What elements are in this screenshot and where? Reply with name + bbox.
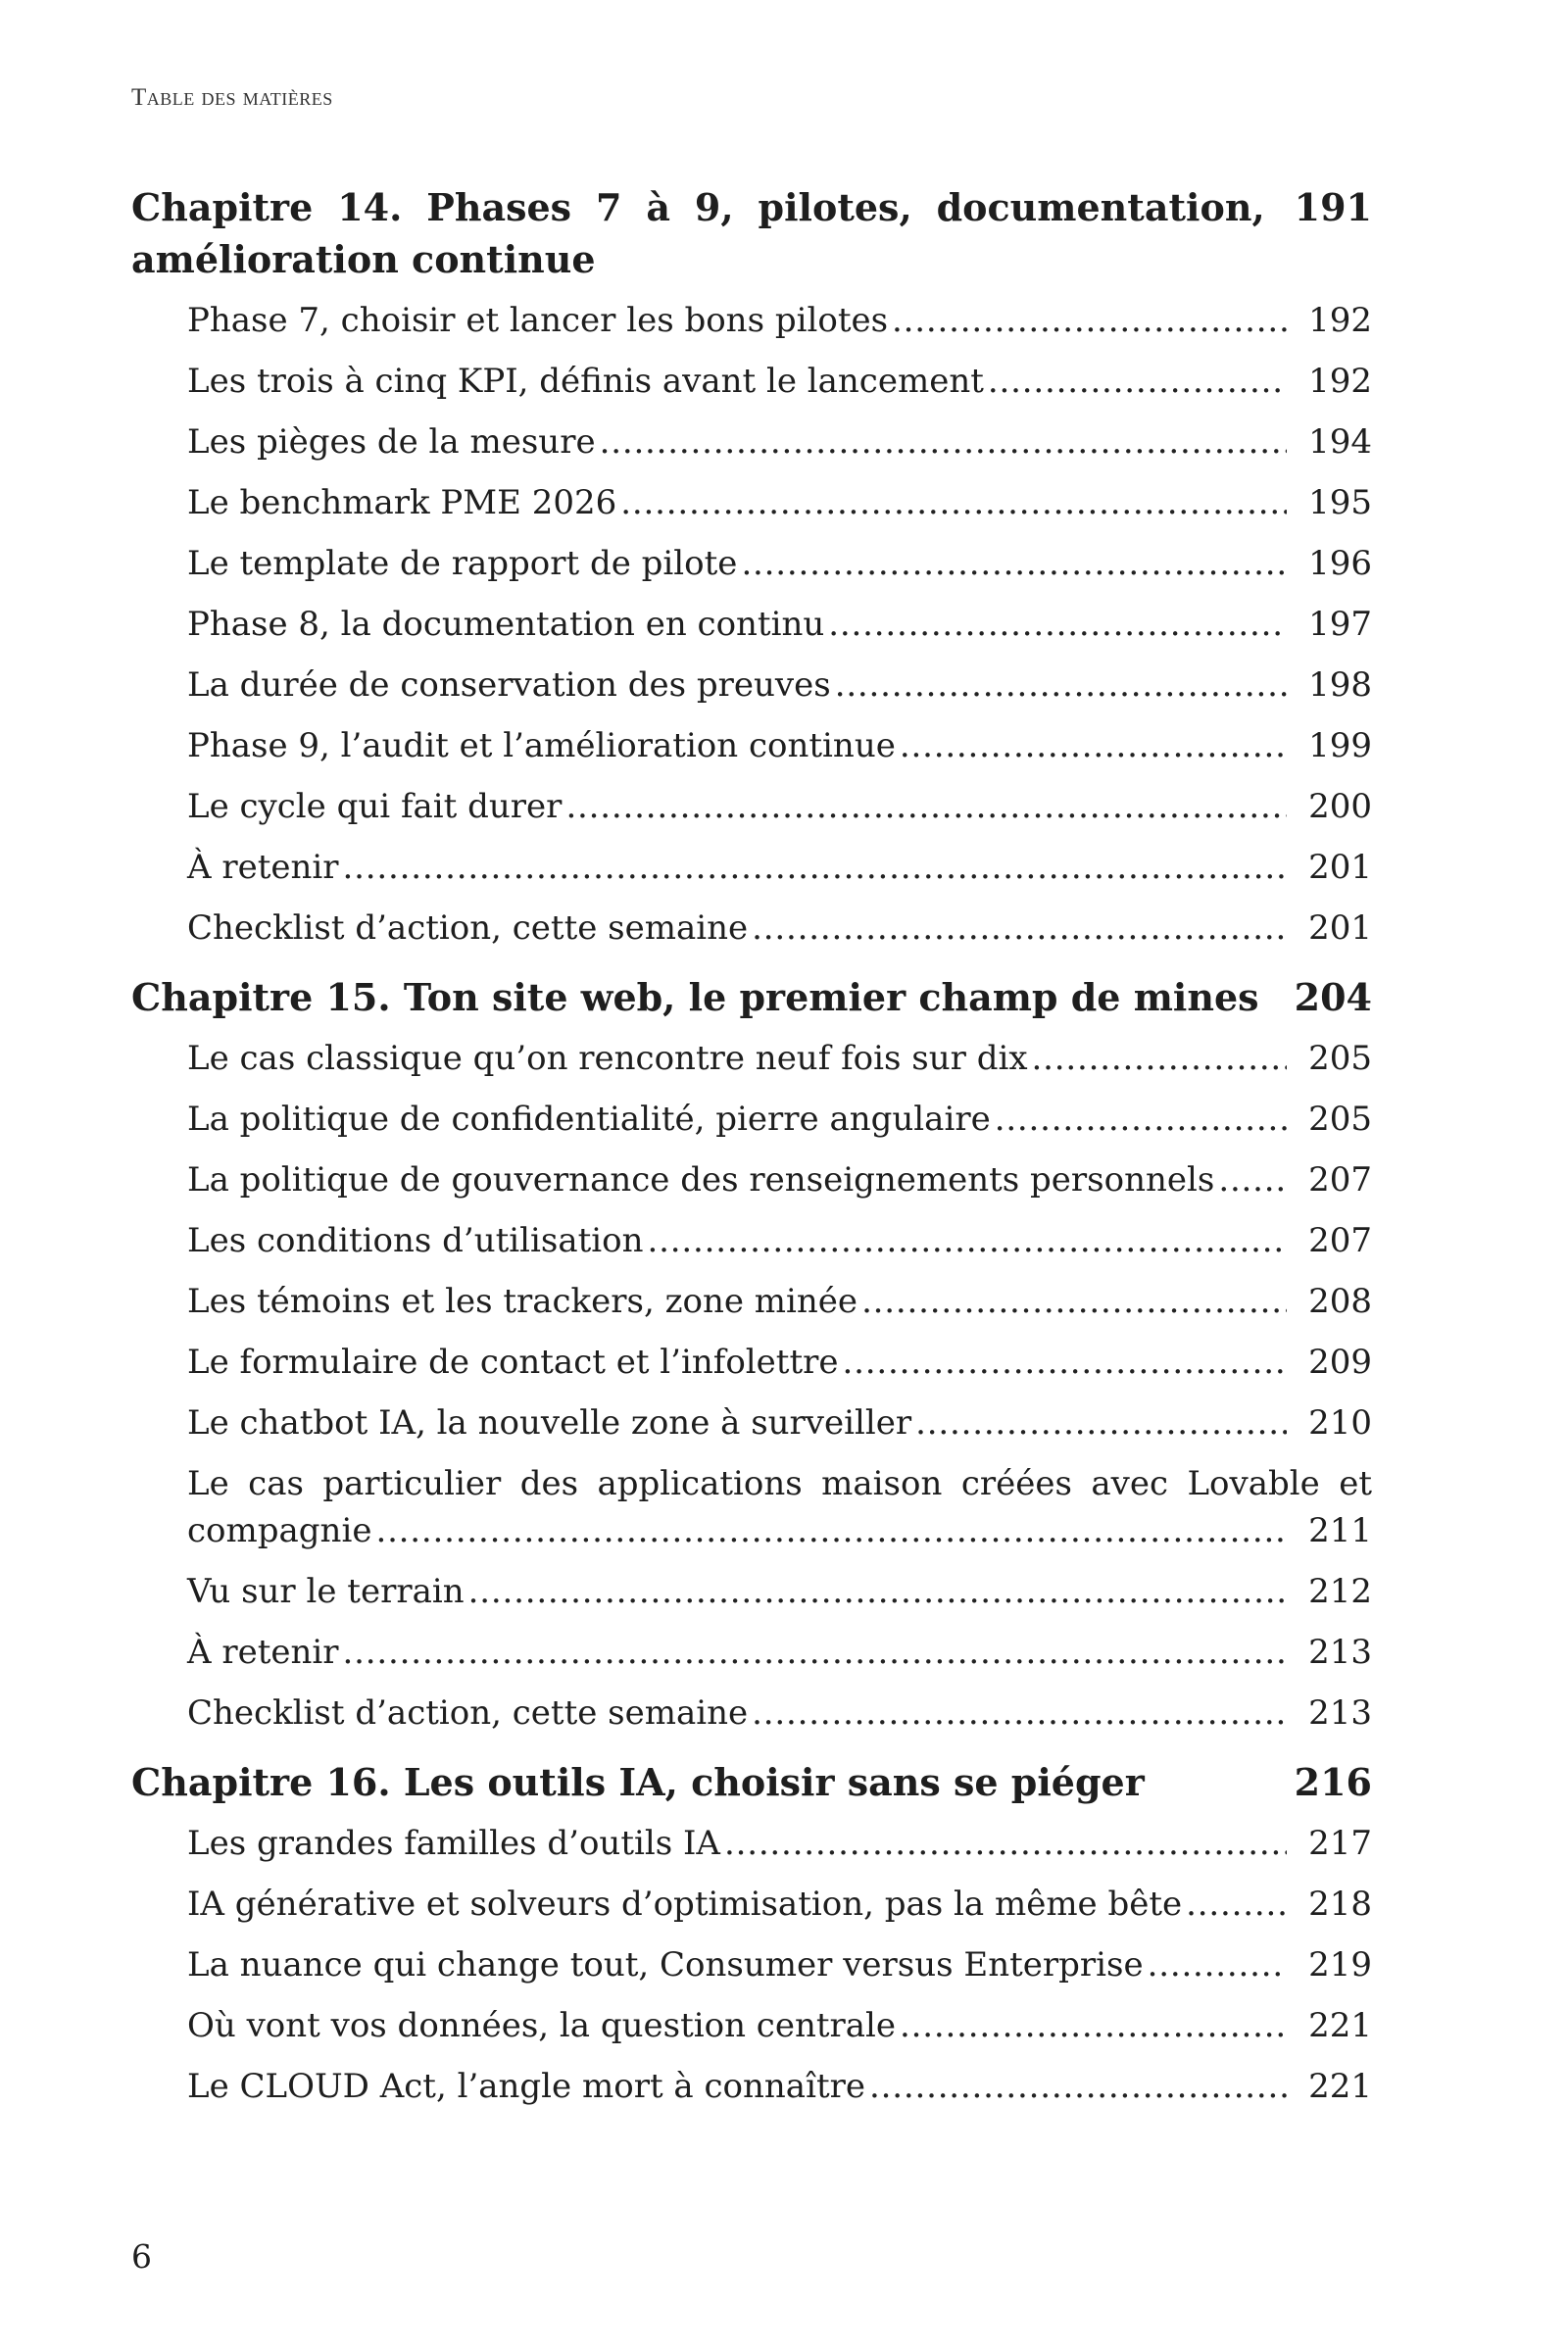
entry-page: 208 bbox=[1308, 1282, 1372, 1321]
entry-title: La durée de conservation des preuves bbox=[187, 665, 831, 705]
dot-leader bbox=[648, 1217, 1288, 1264]
toc-entry[interactable] bbox=[187, 1683, 1372, 1743]
dot-leader bbox=[915, 1399, 1287, 1446]
dot-leader bbox=[900, 2002, 1287, 2049]
entry-page: 192 bbox=[1308, 362, 1372, 401]
entry-title: Checklist d’action, cette semaine bbox=[187, 908, 749, 948]
entry-title: Phase 7, choisir et lancer les bons pilotes bbox=[187, 301, 889, 340]
entry-page: 207 bbox=[1308, 1221, 1372, 1260]
toc-entry[interactable] bbox=[187, 715, 1372, 776]
entry-page: 221 bbox=[1308, 2006, 1372, 2045]
entry-page: 205 bbox=[1308, 1100, 1372, 1139]
entry-page: 205 bbox=[1308, 1039, 1372, 1078]
toc-entry[interactable] bbox=[187, 1561, 1372, 1622]
dot-leader bbox=[468, 1568, 1287, 1615]
dot-leader bbox=[1148, 1941, 1288, 1988]
entry-title: Le formulaire de contact et l’infolettre bbox=[187, 1343, 839, 1382]
dot-leader bbox=[724, 1820, 1287, 1867]
entry-title: Vu sur le terrain bbox=[187, 1572, 465, 1611]
entry-title: La politique de gouvernance des renseignements personnels bbox=[187, 1160, 1215, 1200]
entry-title: Les trois à cinq KPI, définis avant le lancement bbox=[187, 362, 984, 401]
toc-entry[interactable] bbox=[187, 1393, 1372, 1453]
toc-entry[interactable] bbox=[187, 1995, 1372, 2056]
entry-title: Le benchmark PME 2026 bbox=[187, 483, 617, 522]
running-head: Table des matières bbox=[131, 84, 333, 111]
entry-title: La nuance qui change tout, Consumer versus Enterprise bbox=[187, 1945, 1144, 1984]
dot-leader bbox=[869, 2063, 1287, 2110]
toc-entry[interactable] bbox=[187, 1813, 1372, 1874]
entry-page: 218 bbox=[1308, 1885, 1372, 1924]
table-of-contents bbox=[131, 181, 1372, 2117]
page-number: 6 bbox=[131, 2237, 152, 2276]
chapter-page: 191 bbox=[1294, 185, 1372, 229]
toc-entry[interactable] bbox=[187, 472, 1372, 533]
toc-entry[interactable] bbox=[187, 1622, 1372, 1683]
toc-chapter-14[interactable] bbox=[131, 181, 1372, 285]
chapter-title: Chapitre 16. Les outils IA, choisir sans se piéger bbox=[131, 1760, 1145, 1804]
toc-entry[interactable] bbox=[187, 1028, 1372, 1089]
entry-page: 209 bbox=[1308, 1343, 1372, 1382]
dot-leader bbox=[343, 844, 1288, 891]
entry-page: 194 bbox=[1308, 422, 1372, 462]
toc-entry[interactable] bbox=[187, 837, 1372, 898]
entry-page: 210 bbox=[1308, 1403, 1372, 1443]
entry-title: Phase 8, la documentation en continu bbox=[187, 605, 825, 644]
entry-title: À retenir bbox=[187, 1633, 339, 1672]
entry-title: À retenir bbox=[187, 848, 339, 887]
dot-leader bbox=[900, 722, 1287, 769]
dot-leader bbox=[828, 601, 1287, 648]
toc-entry[interactable] bbox=[187, 594, 1372, 655]
entry-page: 213 bbox=[1308, 1693, 1372, 1733]
dot-leader bbox=[565, 783, 1287, 830]
entry-page: 200 bbox=[1308, 787, 1372, 826]
entry-page: 201 bbox=[1308, 908, 1372, 948]
entry-page: 192 bbox=[1308, 301, 1372, 340]
entry-title: Les grandes familles d’outils IA bbox=[187, 1824, 720, 1863]
toc-entry[interactable] bbox=[187, 1089, 1372, 1150]
dot-leader bbox=[600, 418, 1288, 466]
entry-title: IA générative et solveurs d’optimisation, pas la même bête bbox=[187, 1885, 1183, 1924]
dot-leader bbox=[843, 1339, 1288, 1386]
dot-leader bbox=[1186, 1881, 1287, 1928]
entry-page: 197 bbox=[1308, 605, 1372, 644]
entry-title: Le cycle qui fait durer bbox=[187, 787, 563, 826]
toc-entry[interactable] bbox=[187, 1453, 1372, 1561]
dot-leader bbox=[752, 1690, 1287, 1737]
entry-title-line-2: compagnie bbox=[187, 1511, 372, 1550]
chapter-page: 204 bbox=[1294, 975, 1372, 1019]
entry-title: Phase 9, l’audit et l’amélioration continue bbox=[187, 726, 896, 765]
entry-page: 195 bbox=[1308, 483, 1372, 522]
dot-leader bbox=[375, 1507, 1287, 1554]
entry-page: 199 bbox=[1308, 726, 1372, 765]
entry-title: Les témoins et les trackers, zone minée bbox=[187, 1282, 858, 1321]
entry-page: 198 bbox=[1308, 665, 1372, 705]
dot-leader bbox=[995, 1096, 1287, 1143]
entry-page: 212 bbox=[1308, 1572, 1372, 1611]
toc-chapter-16[interactable] bbox=[131, 1756, 1372, 1808]
toc-entry[interactable] bbox=[187, 533, 1372, 594]
dot-leader bbox=[741, 540, 1287, 587]
entry-title-line-1: Le cas particulier des applications maison créées avec Lovable et bbox=[187, 1464, 1372, 1503]
entry-title: Le CLOUD Act, l’angle mort à connaître bbox=[187, 2067, 865, 2106]
toc-chapter-15[interactable] bbox=[131, 971, 1372, 1023]
chapter-title: Chapitre 15. Ton site web, le premier champ de mines bbox=[131, 975, 1259, 1019]
dot-leader bbox=[988, 358, 1287, 405]
toc-entry[interactable] bbox=[187, 351, 1372, 412]
toc-entry[interactable] bbox=[187, 1874, 1372, 1935]
dot-leader bbox=[1218, 1156, 1287, 1203]
toc-entry[interactable] bbox=[187, 412, 1372, 472]
entry-title: Où vont vos données, la question centrale bbox=[187, 2006, 897, 2045]
dot-leader bbox=[1032, 1035, 1288, 1082]
entry-page: 221 bbox=[1308, 2067, 1372, 2106]
chapter-page: 216 bbox=[1294, 1760, 1372, 1804]
toc-entry[interactable] bbox=[187, 655, 1372, 715]
dot-leader bbox=[835, 662, 1287, 709]
entry-page: 213 bbox=[1308, 1633, 1372, 1672]
toc-entry[interactable] bbox=[187, 1935, 1372, 1995]
entry-title: Les pièges de la mesure bbox=[187, 422, 596, 462]
entry-title: Checklist d’action, cette semaine bbox=[187, 1693, 749, 1733]
toc-entry[interactable] bbox=[187, 898, 1372, 958]
entry-page: 219 bbox=[1308, 1945, 1372, 1984]
dot-leader bbox=[892, 297, 1287, 344]
entry-title: La politique de confidentialité, pierre angulaire bbox=[187, 1100, 991, 1139]
dot-leader bbox=[620, 479, 1287, 526]
toc-entry[interactable] bbox=[187, 1210, 1372, 1271]
entry-title: Le template de rapport de pilote bbox=[187, 544, 738, 583]
entry-page: 196 bbox=[1308, 544, 1372, 583]
entry-page: 207 bbox=[1308, 1160, 1372, 1200]
toc-entry[interactable] bbox=[187, 1271, 1372, 1332]
entry-page: 211 bbox=[1308, 1511, 1372, 1550]
dot-leader bbox=[861, 1278, 1287, 1325]
chapter-title: Chapitre 14. Phases 7 à 9, pilotes, documentation, amélioration continue bbox=[131, 185, 1265, 281]
dot-leader bbox=[343, 1629, 1288, 1676]
toc-entry[interactable] bbox=[187, 2056, 1372, 2117]
entry-page: 217 bbox=[1308, 1824, 1372, 1863]
toc-entry[interactable] bbox=[187, 1332, 1372, 1393]
entry-title: Les conditions d’utilisation bbox=[187, 1221, 644, 1260]
entry-title: Le cas classique qu’on rencontre neuf fois sur dix bbox=[187, 1039, 1028, 1078]
dot-leader bbox=[752, 905, 1287, 952]
toc-entry[interactable] bbox=[187, 290, 1372, 351]
toc-entry[interactable] bbox=[187, 1150, 1372, 1210]
entry-page: 201 bbox=[1308, 848, 1372, 887]
toc-entry[interactable] bbox=[187, 776, 1372, 837]
entry-title: Le chatbot IA, la nouvelle zone à surveiller bbox=[187, 1403, 912, 1443]
